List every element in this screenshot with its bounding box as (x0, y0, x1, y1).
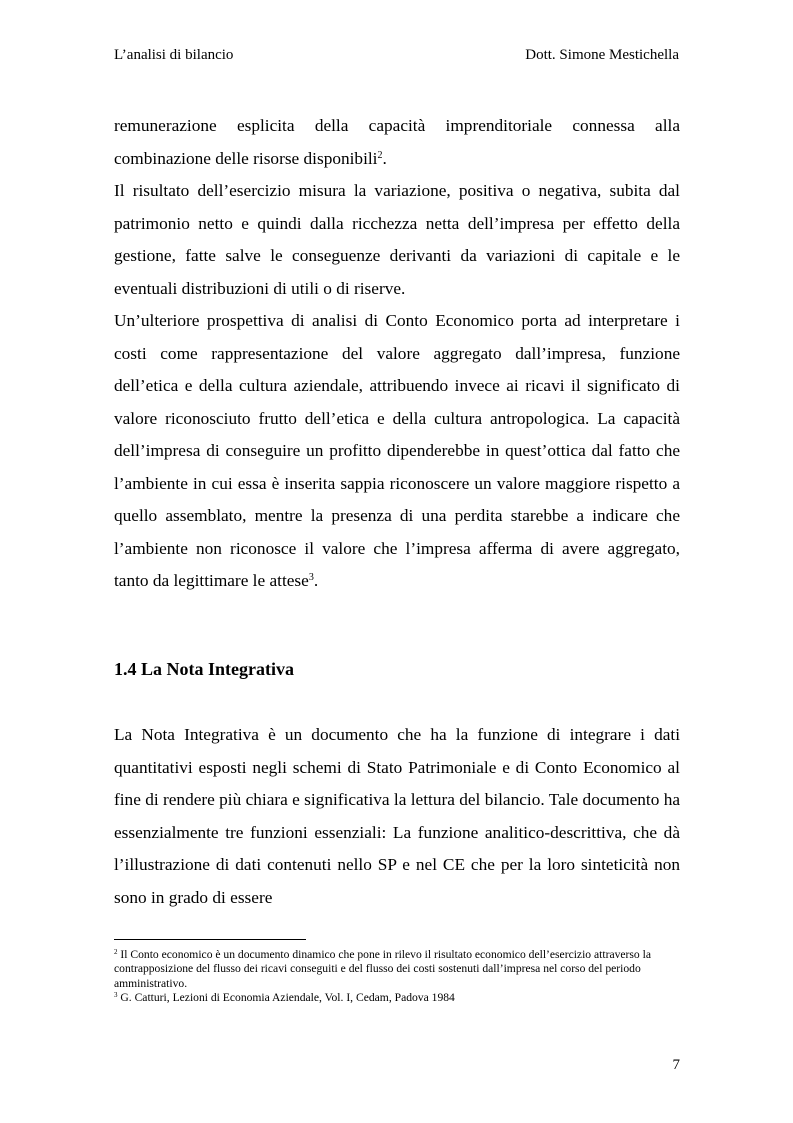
paragraph: La Nota Integrativa è un documento che ha la funzione di integrare i dati quantitativi esposti negli schemi di Stato Patrimoniale e di Conto Economico al fine di rendere più chiara e significativa la lettura del bilancio. Tale documento ha essenzialmente tre funzioni essenziali: La funzione analitico-descrittiva, che dà l’illustrazione di dati contenuti nello SP e nel CE che per la loro sinteticità non sono in grado di essere (114, 725, 680, 907)
section-heading: 1.4 La Nota Integrativa (114, 659, 294, 679)
footnotes (114, 948, 680, 1005)
body-text-section (114, 719, 680, 914)
footnote-reference[interactable]: 2 (377, 149, 383, 161)
paragraph: Un’ulteriore prospettiva di analisi di Conto Economico porta ad interpretare i costi come rappresentazione del valore aggregato dall’impresa, funzione dell’etica e della cultura aziendale, attribuendo invece ai ricavi il significato di valore riconosciuto frutto dell’etica e della cultura antropologica. La capacità dell’impresa di conseguire un profitto dipenderebbe in quest’ottica dal fatto che l’ambiente in cui essa è inserita sappia riconoscere un valore maggiore rispetto a quello assemblato, mentre la presenza di una perdita starebbe a indicare che l’ambiente non riconosce il valore che l’impresa afferma di avere aggregato, tanto da legittimare le attese$^3$. (114, 311, 680, 590)
header-author: Dott. Simone Mestichella (525, 47, 679, 63)
footnote-mark: 3 (114, 990, 118, 999)
footnote-reference[interactable]: 3 (308, 572, 314, 583)
running-header (114, 47, 679, 69)
page-number: 7 (672, 1057, 680, 1073)
footnote-mark: 2 (114, 948, 118, 956)
paragraph: remunerazione esplicita della capacità imprenditoriale connessa alla combinazione delle risorse disponibili$^2$. (114, 116, 680, 168)
body-text-top (114, 110, 680, 598)
header-title: L’analisi di bilancio (114, 47, 234, 63)
footnote-separator (114, 939, 306, 940)
footnote: $^3$ G. Catturi, Lezioni di Economia Aziendale, Vol. I, Cedam, Padova 1984 (114, 990, 455, 1004)
paragraph: Il risultato dell’esercizio misura la variazione, positiva o negativa, subita dal patrimonio netto e quindi dalla ricchezza netta dell’impresa per effetto della gestione, fatte salve le conseguenze derivanti da variazioni di capitale e le eventuali distribuzioni di utili o di riserve. (114, 181, 680, 298)
footnote: $^2$ Il Conto economico è un documento dinamico che pone in rilevo il risultato economico dell’esercizio attraverso la contrapposizione del flusso dei ricavi conseguiti e del flusso dei costi sostenuti dall’impresa nel corso del periodo amministrativo. (114, 948, 651, 990)
